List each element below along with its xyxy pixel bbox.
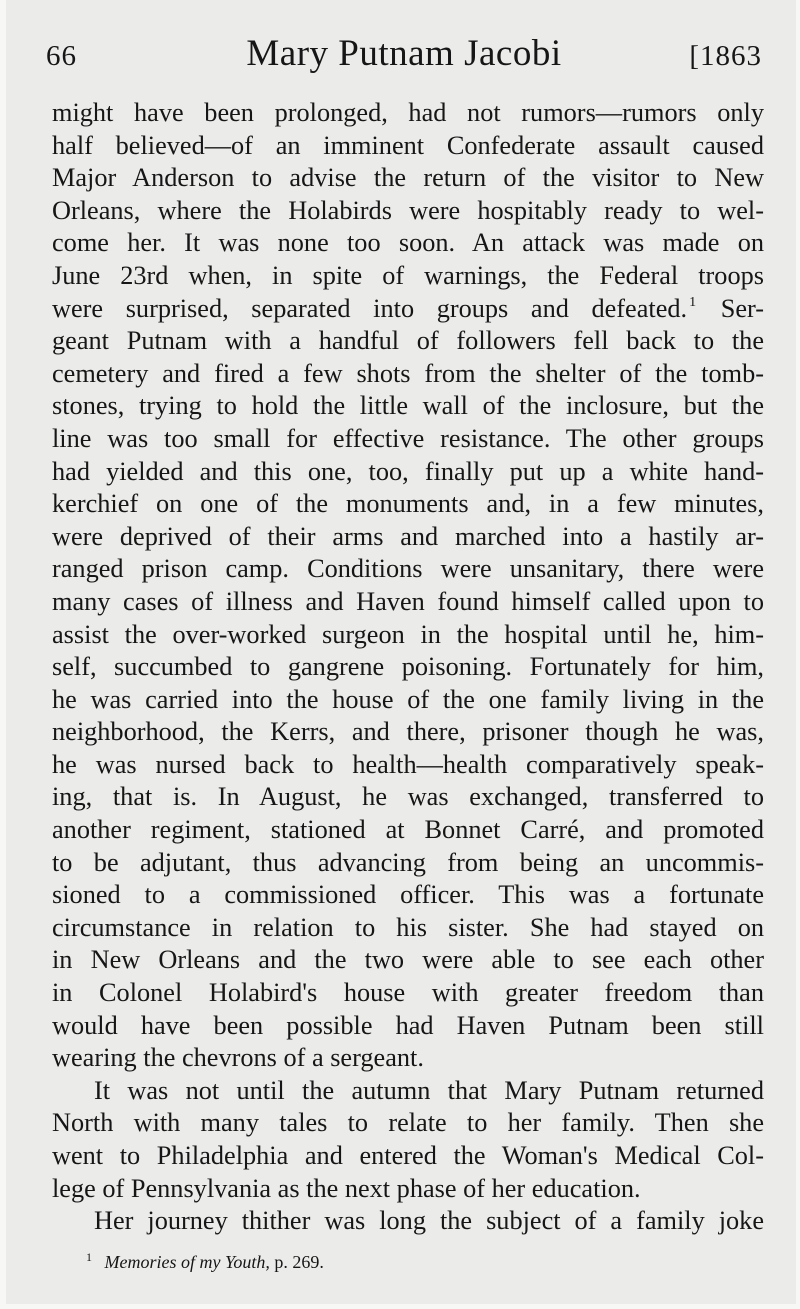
text-line: self, succumbed to gangrene poisoning. Fortunately for him, (52, 652, 764, 682)
text-line: North with many tales to relate to her family. Then she (52, 1108, 764, 1138)
text-line: had yielded and this one, too, finally put up a white hand- (52, 456, 764, 486)
text-line: half believed—of an imminent Confederate assault caused (52, 130, 764, 160)
text-line: stones, trying to hold the little wall of the inclosure, but the (52, 391, 764, 421)
text-line: might have been prolonged, had not rumors—rumors only (52, 98, 764, 127)
text-line: lege of Pennsylvania as the next phase of her education. (52, 1173, 641, 1203)
footnote-citation: p. 269. (274, 1252, 324, 1272)
text-line: many cases of illness and Haven found himself called upon to (52, 586, 764, 616)
text-line: geant Putnam with a handful of followers fell back to the (52, 326, 764, 356)
text-line: come her. It was none too soon. An attack was made on (52, 228, 764, 258)
running-year: [1863 (689, 40, 762, 72)
body-text (52, 97, 764, 1238)
text-line: sioned to a commissioned officer. This was a fortunate (52, 880, 764, 910)
text-segment: were surprised, separated into groups and defeated. (52, 293, 688, 323)
footnote (86, 1250, 324, 1273)
text-line: circumstance in relation to his sister. She had stayed on (52, 912, 764, 942)
text-line: Major Anderson to advise the return of the visitor to New (52, 163, 764, 193)
text-line: kerchief on one of the monuments and, in a few minutes, (52, 489, 764, 519)
running-title: Mary Putnam Jacobi (246, 33, 562, 74)
text-line: another regiment, stationed at Bonnet Carré, and promoted (52, 815, 764, 845)
footnote-reference[interactable]: 1 (689, 294, 697, 310)
text-line: were deprived of their arms and marched into a hastily ar- (52, 521, 764, 551)
text-line: wearing the chevrons of a sergeant. (52, 1043, 424, 1073)
text-line: went to Philadelphia and entered the Woman's Medical Col- (52, 1141, 764, 1170)
text-line: ing, that is. In August, he was exchanged, transferred to (52, 782, 764, 812)
text-line: line was too small for effective resistance. The other groups (52, 423, 764, 453)
running-head (46, 30, 762, 80)
text-segment: Ser- (698, 293, 765, 323)
text-line: neighborhood, the Kerrs, and there, prisoner though he was, (52, 717, 764, 747)
text-line: cemetery and fired a few shots from the shelter of the tomb- (52, 358, 764, 388)
text-line: Her journey thither was long the subject of a family joke (94, 1206, 764, 1236)
text-line: assist the over-worked surgeon in the hospital until he, him- (52, 619, 764, 649)
text-line: in Colonel Holabird's house with greater freedom than (52, 978, 764, 1008)
text-line: he was nursed back to health—health comparatively speak- (52, 749, 764, 779)
text-line: June 23rd when, in spite of warnings, the Federal troops (52, 260, 764, 290)
page-number: 66 (46, 40, 77, 72)
text-line: to be adjutant, thus advancing from being an uncommis- (52, 847, 764, 877)
footnote-marker: 1 (86, 1250, 92, 1264)
text-line-with-footnote-ref (52, 293, 764, 326)
text-line: would have been possible had Haven Putnam been still (52, 1010, 764, 1040)
footnote-title: Memories of my Youth, (104, 1252, 270, 1272)
text-line: It was not until the autumn that Mary Putnam returned (94, 1075, 764, 1105)
text-line: in New Orleans and the two were able to see each other (52, 945, 764, 975)
text-line: ranged prison camp. Conditions were unsanitary, there were (52, 554, 764, 584)
text-line: Orleans, where the Holabirds were hospitably ready to wel- (52, 195, 764, 225)
text-line: he was carried into the house of the one family living in the (52, 684, 764, 714)
